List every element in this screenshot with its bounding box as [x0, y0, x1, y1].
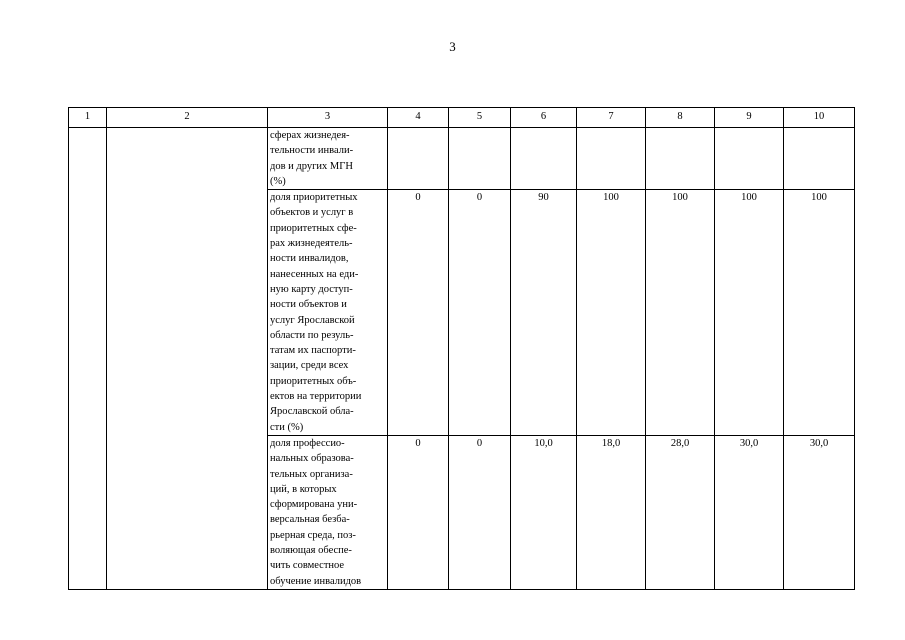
- value-cell: 100: [715, 190, 784, 436]
- value-cell: [388, 128, 449, 190]
- description-line: объектов и услуг в: [270, 207, 354, 219]
- description-line: доля приоритетных: [270, 192, 358, 204]
- column-header: 2: [107, 108, 268, 128]
- value-cell: 0: [449, 435, 511, 589]
- description-line: ности инвалидов,: [270, 253, 349, 265]
- header-row: [69, 108, 855, 128]
- indicator-description: [268, 435, 388, 589]
- description-line: нальных образова-: [270, 453, 354, 465]
- column-header: 6: [511, 108, 577, 128]
- description-line: доля профессио-: [270, 437, 345, 449]
- page-number: 3: [449, 39, 456, 54]
- description-line: ектов на территории: [270, 391, 362, 403]
- column-header: 3: [268, 108, 388, 128]
- indicator-description: [268, 128, 388, 190]
- description-line: версальная безба-: [270, 514, 350, 526]
- description-line: (%): [270, 175, 286, 187]
- description-line: нанесенных на еди-: [270, 268, 359, 280]
- description-line: воляющая обеспе-: [270, 545, 352, 557]
- value-cell: 30,0: [784, 435, 855, 589]
- description-line: тельных организа-: [270, 468, 353, 480]
- col2-merged-cell: [107, 128, 268, 590]
- description-line: ную карту доступ-: [270, 283, 353, 295]
- value-cell: 0: [388, 435, 449, 589]
- description-line: ций, в которых: [270, 483, 337, 495]
- value-cell: 10,0: [511, 435, 577, 589]
- table-row: [69, 128, 855, 190]
- column-header: 4: [388, 108, 449, 128]
- column-header: 7: [577, 108, 646, 128]
- description-line: приоритетных объ-: [270, 375, 357, 387]
- value-cell: [715, 128, 784, 190]
- value-cell: 0: [449, 190, 511, 436]
- value-cell: [577, 128, 646, 190]
- value-cell: 100: [577, 190, 646, 436]
- value-cell: 28,0: [646, 435, 715, 589]
- value-cell: [784, 128, 855, 190]
- column-header: 9: [715, 108, 784, 128]
- value-cell: 18,0: [577, 435, 646, 589]
- column-header: 10: [784, 108, 855, 128]
- description-line: сти (%): [270, 421, 304, 433]
- description-line: рьерная среда, поз-: [270, 529, 356, 541]
- column-header: 1: [69, 108, 107, 128]
- column-header: 5: [449, 108, 511, 128]
- indicator-table: [68, 107, 855, 590]
- value-cell: 100: [784, 190, 855, 436]
- description-line: зации, среди всех: [270, 360, 349, 372]
- value-cell: [646, 128, 715, 190]
- description-line: сферах жизнедея-: [270, 130, 350, 141]
- description-line: чить совместное: [270, 560, 345, 572]
- description-line: ности объектов и: [270, 299, 347, 311]
- description-line: обучение инвалидов: [270, 575, 362, 587]
- description-line: дов и других МГН: [270, 160, 353, 172]
- description-line: Ярославской обла-: [270, 406, 354, 418]
- value-cell: 0: [388, 190, 449, 436]
- value-cell: [511, 128, 577, 190]
- description-line: тельности инвали-: [270, 145, 354, 157]
- value-cell: 100: [646, 190, 715, 436]
- description-line: сформирована уни-: [270, 499, 358, 511]
- description-line: области по резуль-: [270, 329, 354, 341]
- value-cell: 90: [511, 190, 577, 436]
- description-line: услуг Ярославской: [270, 314, 355, 326]
- value-cell: 30,0: [715, 435, 784, 589]
- description-line: рах жизнедеятель-: [270, 238, 353, 250]
- value-cell: [449, 128, 511, 190]
- description-line: приоритетных сфе-: [270, 222, 357, 234]
- column-header: 8: [646, 108, 715, 128]
- col1-merged-cell: [69, 128, 107, 590]
- description-line: татам их паспорти-: [270, 345, 356, 357]
- indicator-description: [268, 190, 388, 436]
